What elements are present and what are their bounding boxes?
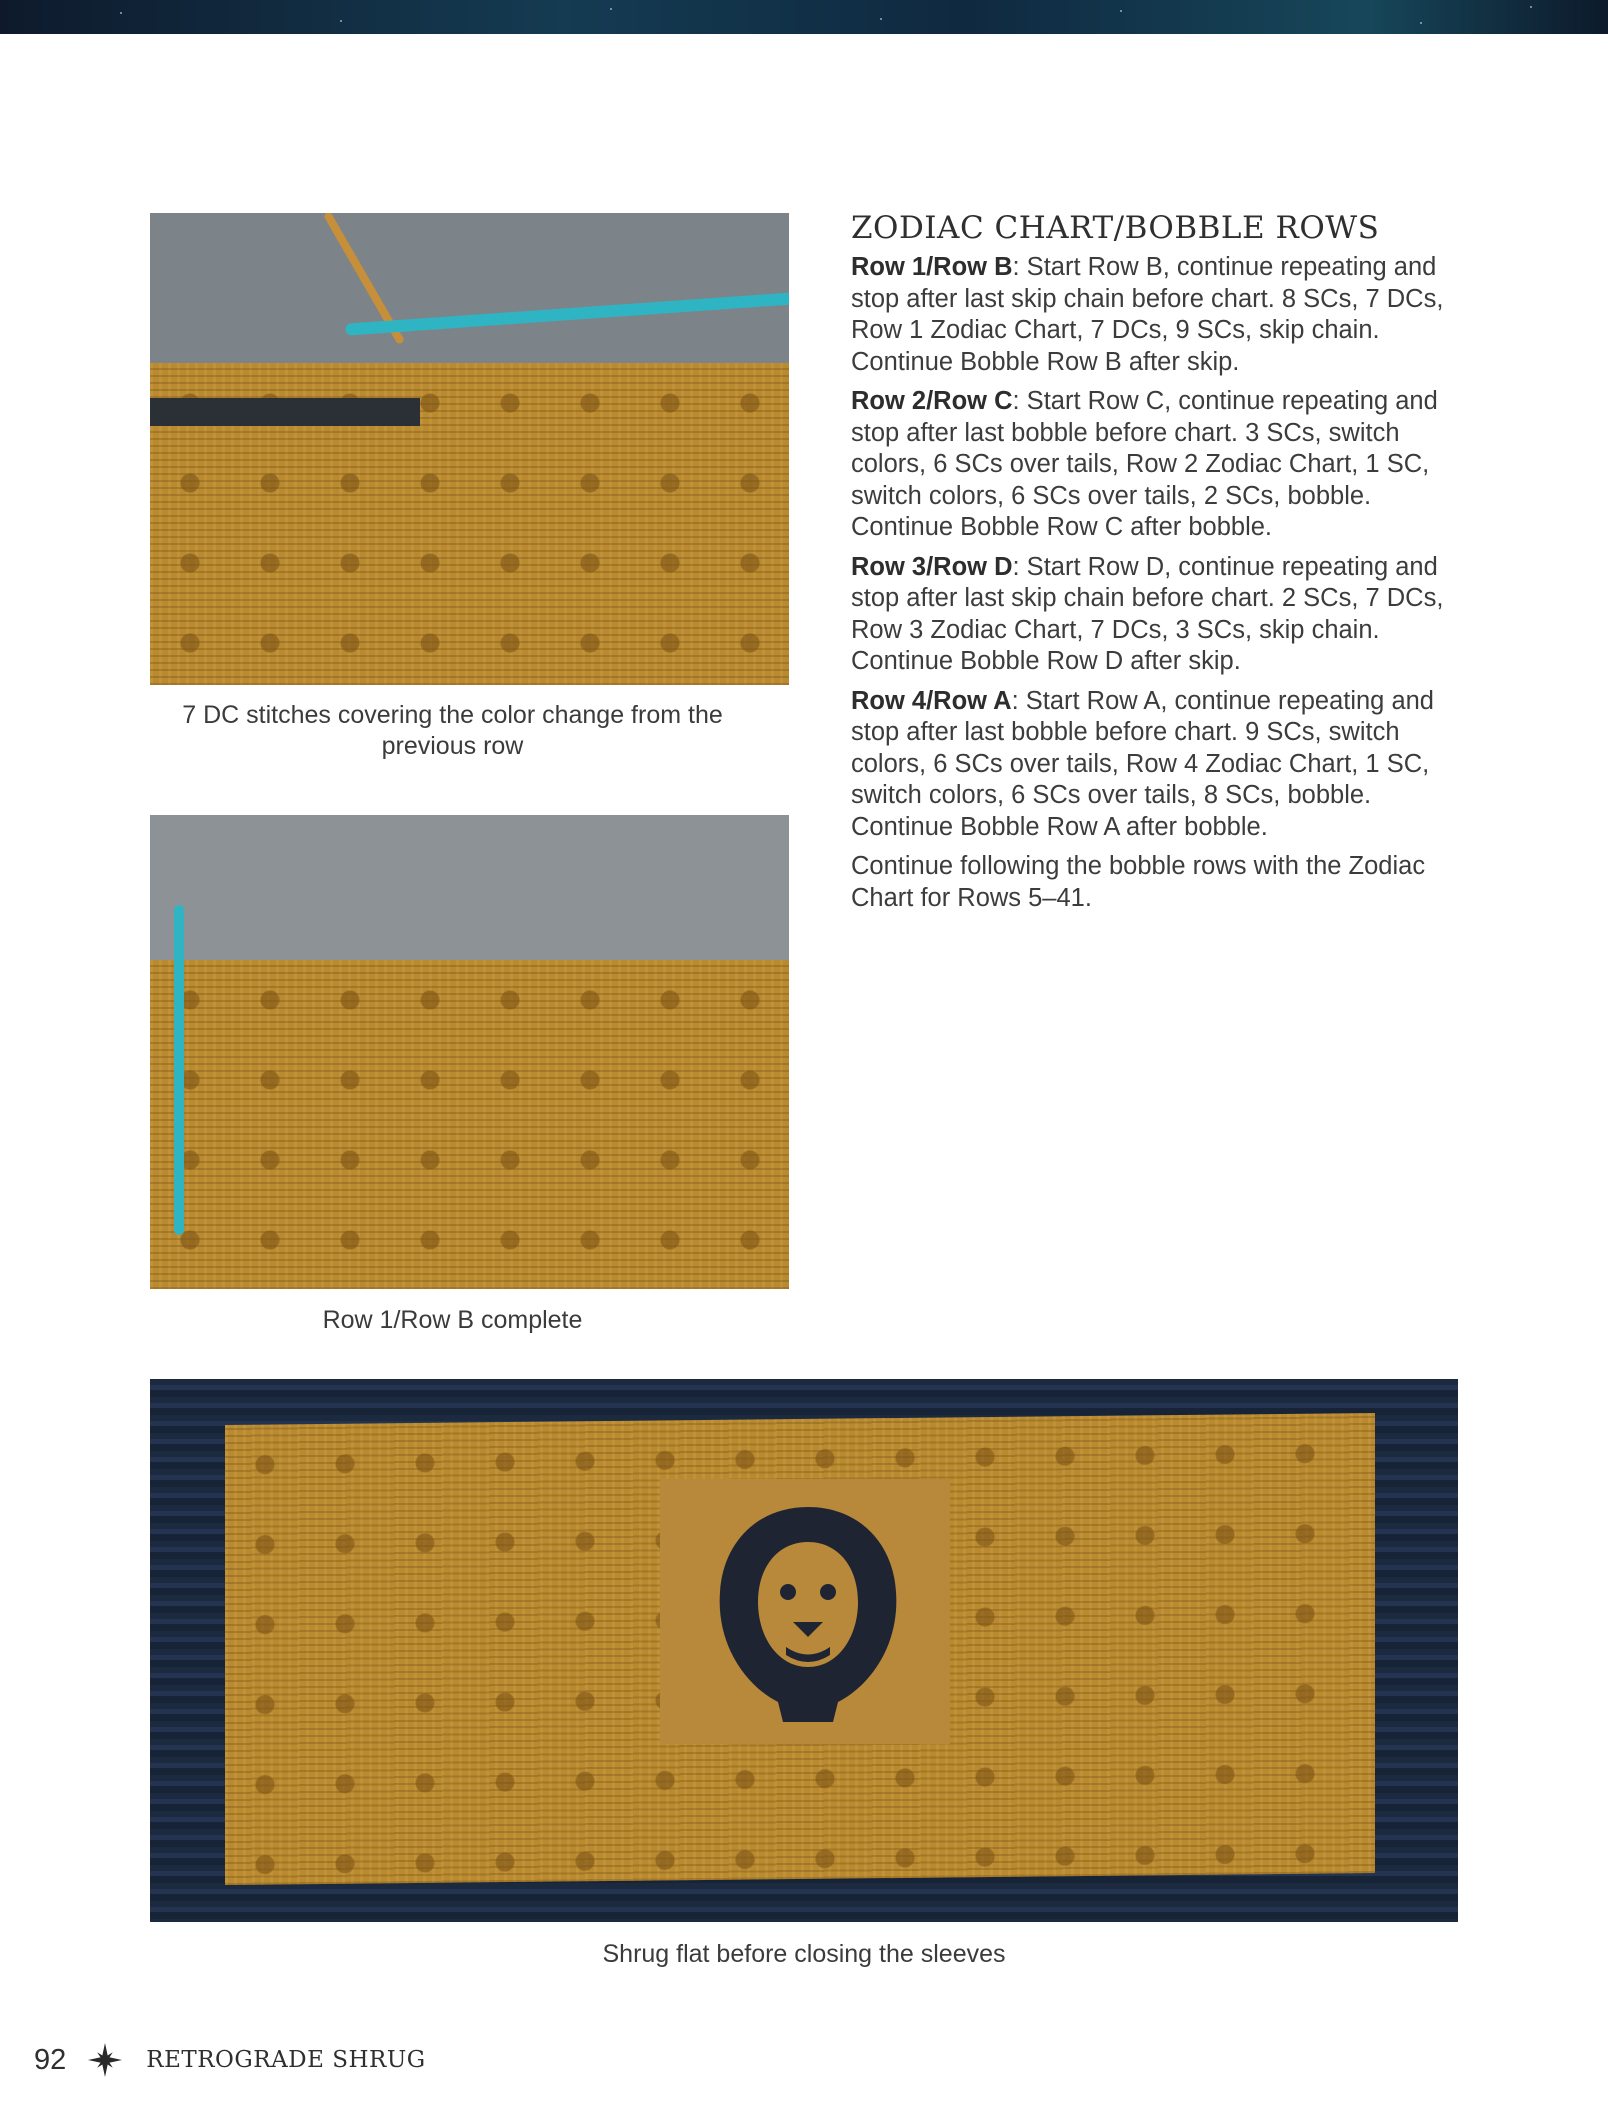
- lion-motif-icon: [698, 1497, 918, 1727]
- row-label: Row 3/Row D: [851, 552, 1013, 581]
- row-text: : Start Row C, continue repeating and stop after last bobble before chart. 3 SCs, switch colors, 6 SCs over tails, Row 2 Zodiac Chart, 1 SC, switch colors, 6 SCs over tails, 2 SCs, bobble. Continue Bobble Row C after bobble.: [851, 387, 1438, 541]
- page-footer: [34, 2040, 426, 2080]
- photo-shrug-flat: [150, 1379, 1458, 1922]
- row-instruction: [851, 386, 1461, 544]
- instructions-body: [851, 252, 1461, 922]
- photo-row1-complete: [150, 815, 789, 1289]
- section-heading: ZODIAC CHART/BOBBLE ROWS: [851, 210, 1380, 246]
- row-instruction: [851, 686, 1461, 844]
- row-label: Row 2/Row C: [851, 387, 1013, 415]
- row-text: : Start Row B, continue repeating and stop after last skip chain before chart. 8 SCs, 7 DCs, Row 1 Zodiac Chart, 7 DCs, 9 SCs, skip chain. Continue Bobble Row B after skip.: [851, 253, 1444, 376]
- photo-color-change-stitches: [150, 213, 789, 685]
- row-text: : Start Row A, continue repeating and stop after last bobble before chart. 9 SCs, switch colors, 6 SCs over tails, Row 4 Zodiac Chart, 1 SC, switch colors, 6 SCs over tails, 8 SCs, bobble. Continue Bobble Row A after bobble.: [851, 686, 1434, 841]
- row-text: : Start Row D, continue repeating and stop after last skip chain before chart. 2 SCs, 7 DCs, Row 3 Zodiac Chart, 7 DCs, 3 SCs, skip chain. Continue Bobble Row D after skip.: [851, 552, 1444, 675]
- header-decorative-band: [0, 0, 1608, 34]
- row-instruction: [851, 252, 1461, 378]
- row-label: Row 1/Row B: [851, 253, 1013, 281]
- page-number: 92: [34, 2043, 67, 2076]
- row-label: Row 4/Row A: [851, 686, 1012, 715]
- four-point-star-icon: [88, 2043, 122, 2077]
- photo-caption: 7 DC stitches covering the color change from the previous row: [182, 701, 723, 760]
- photo-caption: Shrug flat before closing the sleeves: [602, 1940, 1006, 1968]
- running-title: RETROGRADE SHRUG: [146, 2047, 426, 2073]
- row-instruction: [851, 552, 1461, 678]
- closing-instruction: Continue following the bobble rows with the Zodiac Chart for Rows 5–41.: [851, 852, 1426, 912]
- photo-caption: Row 1/Row B complete: [322, 1306, 583, 1334]
